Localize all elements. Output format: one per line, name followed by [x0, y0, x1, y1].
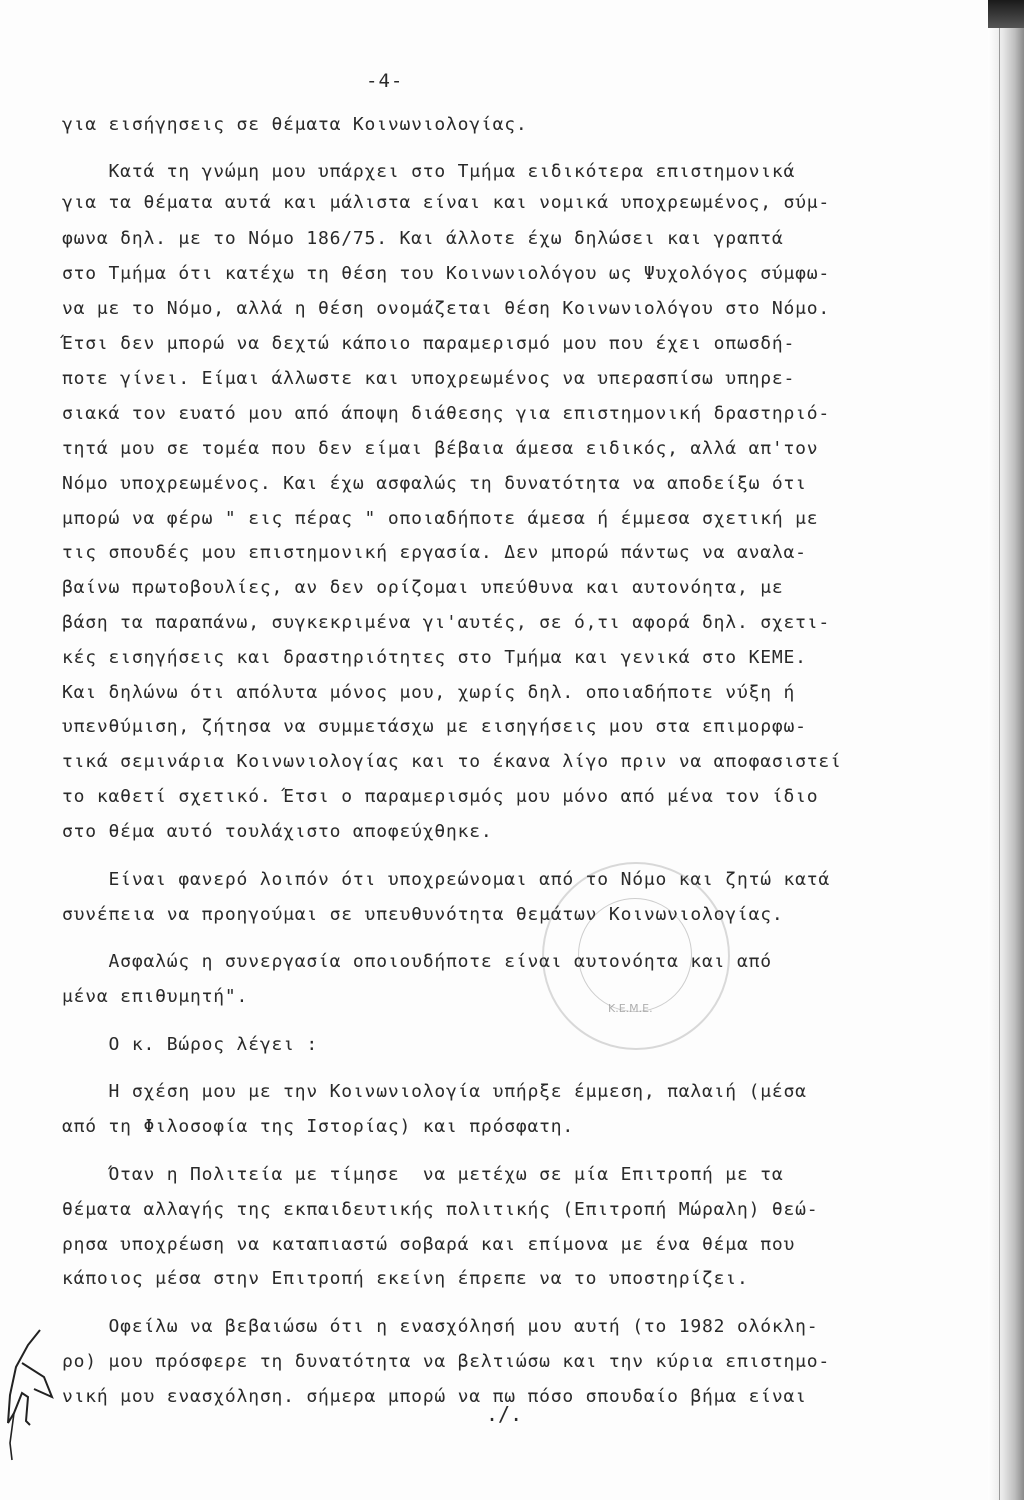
page-edge-corner [988, 0, 1024, 28]
text-line: ποτε γίνει. Είμαι άλλωστε και υποχρεωμένος να υπερασπίσω υπηρε- [62, 368, 796, 389]
text-line: Έτσι δεν μπορώ να δεχτώ κάποιο παραμερισμό μου που έχει οπωσδή- [62, 333, 796, 354]
text-line: τητά μου σε τομέα που δεν είμαι βέβαια άμεσα ειδικός, αλλά απ'τον [62, 438, 819, 459]
text-line: βάση τα παραπάνω, συγκεκριμένα γι'αυτές, σε ό,τι αφορά δηλ. σχετι- [62, 612, 831, 633]
text-line: σιακά τον ευατό μου από άποψη διάθεσης για επιστημονική δραστηριό- [62, 403, 831, 424]
text-line: από τη Φιλοσοφία της Ιστορίας) και πρόσφατη. [62, 1116, 575, 1137]
text-line: υπενθύμιση, ζήτησα να συμμετάσχω με εισηγήσεις μου στα επιμορφω- [62, 716, 807, 737]
text-line: Ασφαλώς η συνεργασία οποιουδήποτε είναι αυτονόητα και από [62, 951, 772, 972]
stamp-inner-ring [578, 898, 692, 1012]
text-line: νική μου ενασχόληση. σήμερα μπορώ να πω πόσο σπουδαίο βήμα είναι [62, 1386, 807, 1407]
page-edge-line [999, 0, 1000, 1500]
text-line: Όταν η Πολιτεία με τίμησε να μετέχω σε μία Επιτροπή με τα [62, 1164, 784, 1185]
signature-mark [0, 1325, 70, 1465]
text-line: Νόμο υποχρεωμένος. Και έχω ασφαλώς τη δυνατότητα να αποδείξω ότι [62, 473, 807, 494]
page-edge-shadow [988, 0, 1024, 1500]
text-line: κάποιος μέσα στην Επιτροπή εκείνη έπρεπε να το υποστηρίζει. [62, 1268, 749, 1289]
text-line: μπορώ να φέρω " εις πέρας " οποιαδήποτε άμεσα ή έμμεσα σχετική με [62, 508, 819, 529]
text-line: συνέπεια να προηγούμαι σε υπευθυνότητα θεμάτων Κοινωνιολογίας. [62, 904, 784, 925]
text-line: Κατά τη γνώμη μου υπάρχει στο Τμήμα ειδικότερα επιστημονικά [62, 161, 796, 182]
text-line: Και δηλώνω ότι απόλυτα μόνος μου, χωρίς δηλ. οποιαδήποτε νύξη ή [62, 682, 796, 703]
stamp-label: Κ.Ε.Μ.Ε. [608, 1002, 653, 1015]
text-line: κές εισηγήσεις και δραστηριότητες στο Τμήμα και γενικά στο ΚΕΜΕ. [62, 647, 807, 668]
page-number: -4- [366, 70, 404, 92]
text-line: τικά σεμινάρια Κοινωνιολογίας και το έκανα λίγο πριν να αποφασιστεί [62, 751, 842, 772]
text-line: ρησα υποχρέωση να καταπιαστώ σοβαρά και επίμονα με ένα θέμα που [62, 1234, 796, 1255]
continuation-mark: ./. [486, 1402, 523, 1426]
text-line: θέματα αλλαγής της εκπαιδευτικής πολιτικής (Επιτροπή Μώραλη) θεώ- [62, 1199, 819, 1220]
text-line: Η σχέση μου με την Κοινωνιολογία υπήρξε έμμεση, παλαιή (μέσα [62, 1081, 807, 1102]
text-line: Οφείλω να βεβαιώσω ότι η ενασχόλησή μου αυτή (το 1982 ολόκλη- [62, 1316, 819, 1337]
text-line: στο Τμήμα ότι κατέχω τη θέση του Κοινωνιολόγου ως Ψυχολόγος σύμφω- [62, 263, 831, 284]
official-stamp [542, 862, 730, 1050]
text-line: για εισήγησεις σε θέματα Κοινωνιολογίας. [62, 114, 528, 135]
text-line: φωνα δηλ. με το Νόμο 186/75. Και άλλοτε έχω δηλώσει και γραπτά [62, 228, 784, 249]
text-line: τις σπουδές μου επιστημονική εργασία. Δεν μπορώ πάντως να αναλα- [62, 542, 807, 563]
text-line: μένα επιθυμητή". [62, 986, 249, 1007]
text-line: Είναι φανερό λοιπόν ότι υποχρεώνομαι από το Νόμο και ζητώ κατά [62, 869, 831, 890]
text-line: το καθετί σχετικό. Έτσι ο παραμερισμός μου μόνο από μένα τον ίδιο [62, 786, 819, 807]
text-line: βαίνω πρωτοβουλίες, αν δεν ορίζομαι υπεύθυνα και αυτονόητα, με [62, 577, 784, 598]
text-line: στο θέμα αυτό τουλάχιστο αποφεύχθηκε. [62, 821, 493, 842]
text-line: ρο) μου πρόσφερε τη δυνατότητα να βελτιώσω και την κύρια επιστημο- [62, 1351, 831, 1372]
text-line: για τα θέματα αυτά και μάλιστα είναι και νομικά υποχρεωμένος, σύμ- [62, 192, 831, 213]
text-line: να με το Νόμο, αλλά η θέση ονομάζεται θέση Κοινωνιολόγου στο Νόμο. [62, 298, 831, 319]
text-line: Ο κ. Βώρος λέγει : [62, 1034, 319, 1055]
